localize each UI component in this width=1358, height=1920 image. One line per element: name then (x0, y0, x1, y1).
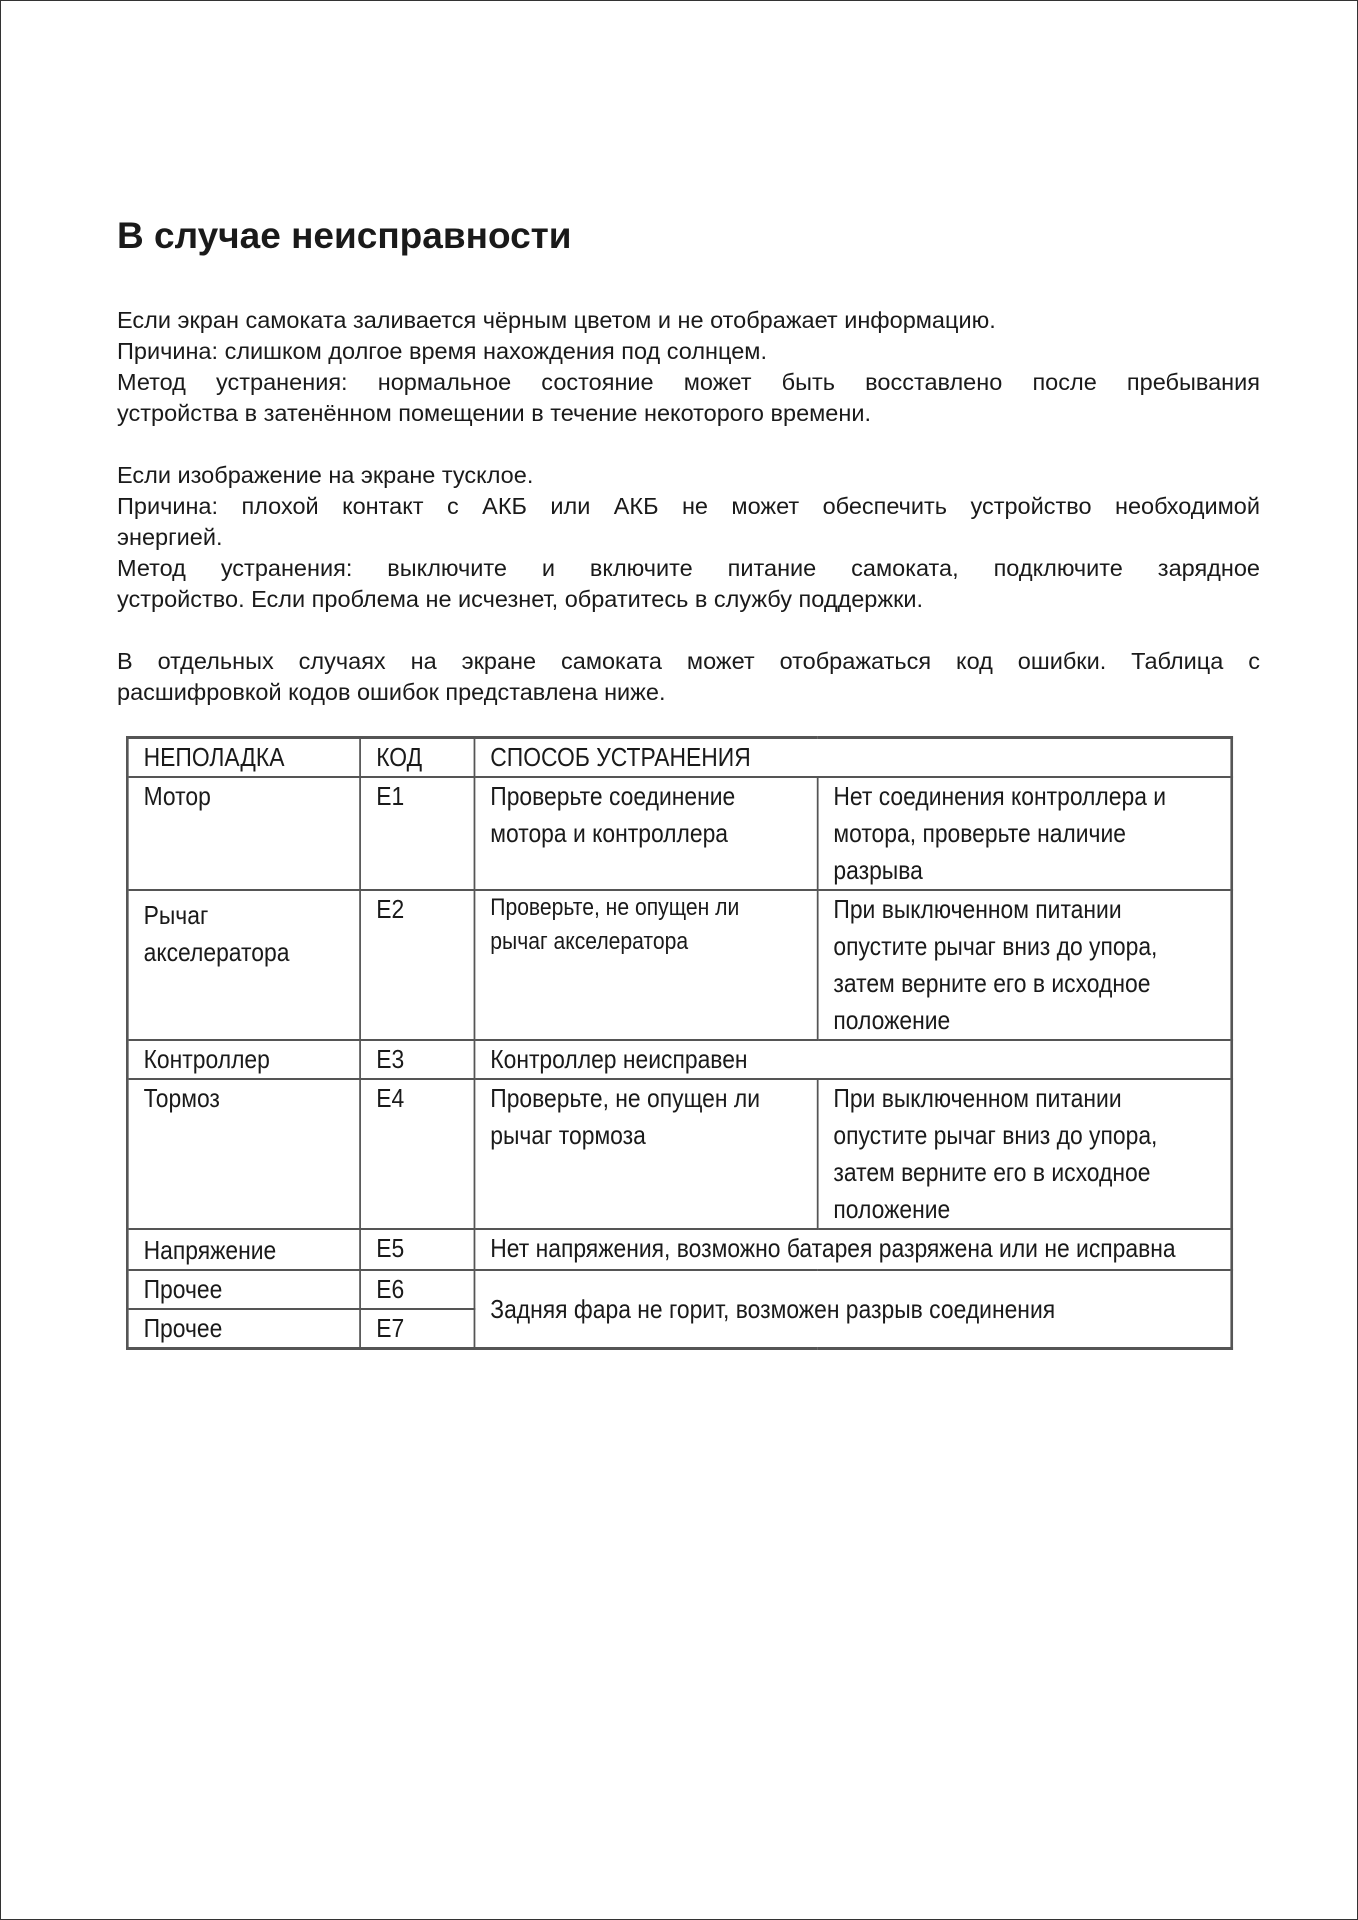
cause-text: Причина: слишком долгое время нахождения под солнцем. (117, 338, 767, 364)
table-row (127, 1270, 1231, 1309)
cause-text-line1: Причина: плохой контакт с АКБ или АКБ не может обеспечить устройство необходимой (117, 493, 1260, 519)
table-row (127, 1040, 1231, 1079)
header-method: СПОСОБ УСТРАНЕНИЯ (474, 738, 1231, 778)
fault-cell: Рычаг акселератора (127, 890, 360, 1040)
method-cell: Контроллер неисправен (474, 1040, 1231, 1079)
page-title: В случае неисправности (117, 215, 572, 256)
intro-line1: В отдельных случаях на экране самоката может отображаться код ошибки. Таблица с (117, 648, 1260, 674)
action-cell: Нет соединения контроллера и мотора, проверьте наличие разрыва (818, 777, 1232, 890)
table-row (127, 777, 1231, 890)
code-cell: E3 (360, 1040, 474, 1079)
fault-cell: Контроллер (127, 1040, 360, 1079)
check-cell: Проверьте, не опущен ли рычаг акселератора (474, 890, 817, 1040)
method-cell: Нет напряжения, возможно батарея разряжена или не исправна (474, 1229, 1231, 1270)
code-cell: E7 (360, 1309, 474, 1349)
fault-cell: Тормоз (127, 1079, 360, 1229)
header-code: КОД (360, 738, 474, 778)
code-cell: E1 (360, 777, 474, 890)
fix-text-line1: Метод устранения: нормальное состояние может быть восставлено после пребывания (117, 369, 1260, 395)
issue-text: Если изображение на экране тусклое. (117, 462, 534, 488)
code-cell: E2 (360, 890, 474, 1040)
table-header-row (127, 738, 1231, 778)
table-row (127, 890, 1231, 1040)
fix-text-line2: устройства в затенённом помещении в течение некоторого времени. (117, 400, 871, 426)
check-cell: Проверьте, не опущен ли рычаг тормоза (474, 1079, 817, 1229)
fault-cell: Напряжение (127, 1229, 360, 1270)
action-cell: При выключенном питании опустите рычаг вниз до упора, затем верните его в исходное положение (818, 1079, 1232, 1229)
fault-cell: Прочее (127, 1309, 360, 1349)
fix-text-line2: устройство. Если проблема не исчезнет, обратитесь в службу поддержки. (117, 586, 924, 612)
cause-text-line2: энергией. (117, 524, 223, 550)
paragraph-dim-screen (117, 460, 1260, 615)
fault-cell: Прочее (127, 1270, 360, 1309)
table-row (127, 1079, 1231, 1229)
intro-line2: расшифровкой кодов ошибок представлена ниже. (117, 679, 666, 705)
code-cell: E6 (360, 1270, 474, 1309)
error-code-table (126, 736, 1233, 1350)
fix-text-line1: Метод устранения: выключите и включите питание самоката, подключите зарядное (117, 555, 1260, 581)
code-cell: E4 (360, 1079, 474, 1229)
action-cell: При выключенном питании опустите рычаг вниз до упора, затем верните его в исходное положение (818, 890, 1232, 1040)
paragraph-error-codes (117, 646, 1260, 708)
paragraph-black-screen (117, 305, 1260, 429)
method-cell-shared: Задняя фара не горит, возможен разрыв соединения (474, 1270, 1231, 1349)
fault-cell: Мотор (127, 777, 360, 890)
check-cell: Проверьте соединение мотора и контроллера (474, 777, 817, 890)
issue-text: Если экран самоката заливается чёрным цветом и не отображает информацию. (117, 307, 996, 333)
code-cell: E5 (360, 1229, 474, 1270)
header-fault: НЕПОЛАДКА (127, 738, 360, 778)
document-body (117, 305, 1260, 739)
table-row (127, 1229, 1231, 1270)
